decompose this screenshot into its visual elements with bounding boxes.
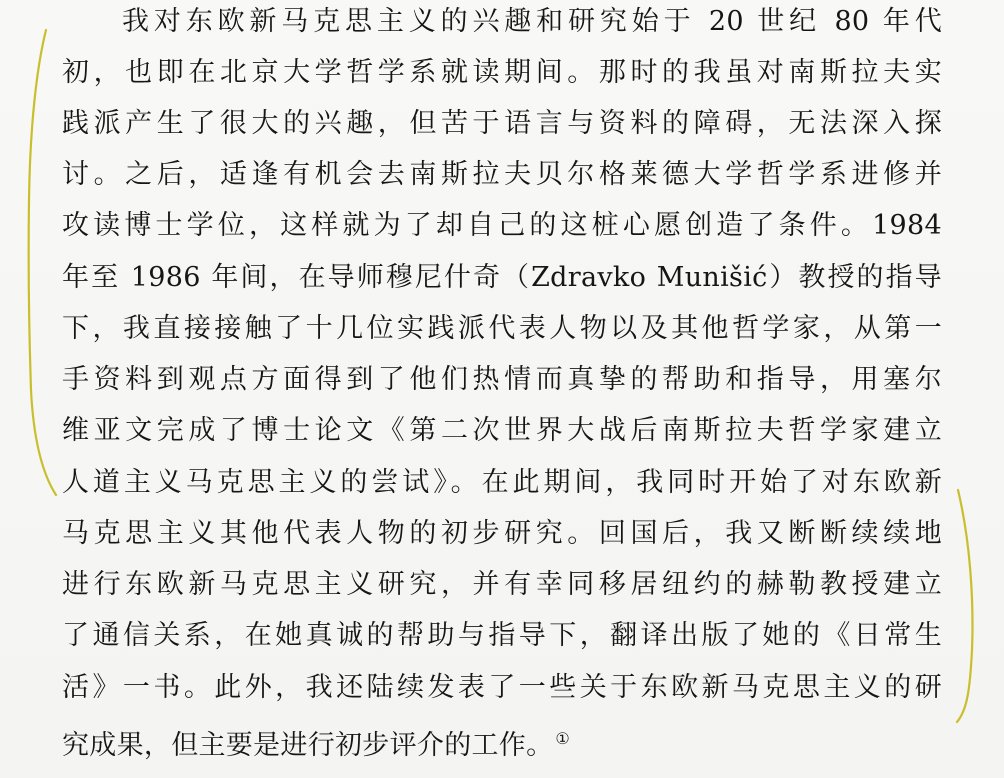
text-line: 年至 1986 年间，在导师穆尼什奇（Zdravko Munišić）教授的指导: [62, 262, 942, 293]
text-line: 手资料到观点方面得到了他们热情而真挚的帮助和指导，用塞尔: [62, 364, 942, 395]
text-line: 下，我直接接触了十几位实践派代表人物以及其他哲学家，从第一: [62, 313, 942, 344]
text-line: 初，也即在北京大学哲学系就读期间。那时的我虽对南斯拉夫实: [62, 57, 942, 88]
text-line: 攻读博士学位，这样就为了却自己的这桩心愿创造了条件。1984: [62, 210, 942, 241]
text-line: 进行东欧新马克思主义研究，并有幸同移居纽约的赫勒教授建立: [62, 569, 942, 600]
footnote-marker: ①: [555, 729, 571, 748]
text-line: 践派产生了很大的兴趣，但苦于语言与资料的障碍，无法深入探: [62, 108, 942, 139]
text-line: 人道主义马克思主义的尝试》。在此期间，我同时开始了对东欧新: [62, 467, 942, 498]
text-line: 马克思主义其他代表人物的初步研究。回国后，我又断断续续地: [62, 518, 942, 549]
text-line: 讨。之后，适逢有机会去南斯拉夫贝尔格莱德大学哲学系进修并: [62, 159, 942, 190]
text-line: 究成果，但主要是进行初步评介的工作。 ①: [62, 729, 571, 761]
text-line: 维亚文完成了博士论文《第二次世界大战后南斯拉夫哲学家建立: [62, 415, 942, 446]
text-line: 我对东欧新马克思主义的兴趣和研究始于 20 世纪 80 年代: [122, 6, 942, 37]
left-bracket-mark: [29, 30, 56, 495]
text-line: 活》一书。此外，我还陆续发表了一些关于东欧新马克思主义的研: [62, 672, 942, 703]
right-bracket-mark: [957, 490, 972, 722]
text-line: 了通信关系，在她真诚的帮助与指导下，翻译出版了她的《日常生: [62, 620, 942, 651]
